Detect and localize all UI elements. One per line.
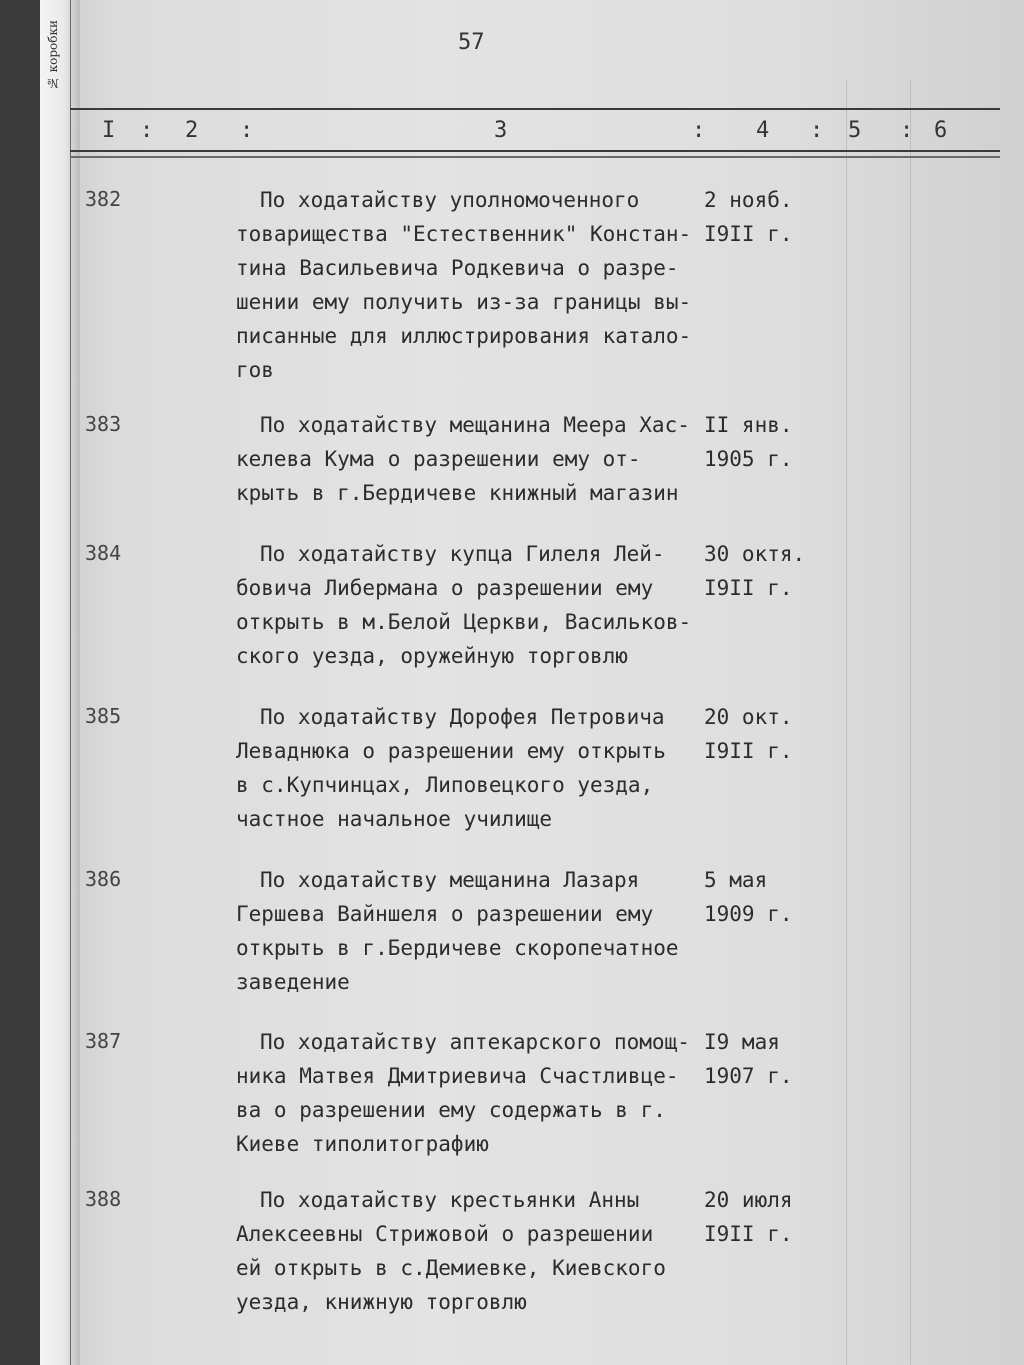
entry-number: 383 [85,412,122,436]
entry-text-line: шении ему получить из-за границы вы- [236,290,692,314]
entry-date-line: 1905 г. [704,447,793,471]
header-bottom-rule-double [70,156,1000,158]
column-header-cell: 2 [185,118,199,143]
entry-text-line: ва о разрешении ему содержать в г. [236,1098,666,1122]
column-header-cell: 4 [756,118,770,143]
entry-text-line: в с.Купчинцах, Липовецкого уезда, [236,773,654,797]
binding-border-line [70,0,71,1365]
entry-date-line: I9II г. [704,1222,793,1246]
entry-text-line: открыть в м.Белой Церкви, Васильков- [236,610,692,634]
entry-text-line: гов [236,358,274,382]
entry-date-line: 5 мая [704,868,768,892]
entry-date-line: I9II г. [704,576,793,600]
header-top-rule [70,108,1000,110]
entry-date-line: I9II г. [704,222,793,246]
archive-page [40,0,1024,1365]
entry-date-line: 1909 г. [704,902,793,926]
header-bottom-rule [70,150,1000,152]
column-header-cell: : [240,118,254,143]
entry-text-line: открыть в г.Бердичеве скоропечатное [236,936,679,960]
entry-date-line: I9 мая [704,1030,780,1054]
entry-date-line: 20 окт. [704,705,793,729]
entry-text-line: По ходатайству уполномоченного [260,188,640,212]
entry-text-line: Гершева Вайншеля о разрешении ему [236,902,654,926]
binding-strip [40,0,80,1365]
entry-text-line: тина Васильевича Родкевича о разре- [236,256,679,280]
entry-text-line: ского уезда, оружейную торговлю [236,644,628,668]
entry-text-line: По ходатайству крестьянки Анны [260,1188,640,1212]
column-header-cell: : [140,118,154,143]
page-number: 57 [458,30,485,55]
entry-number: 382 [85,187,122,211]
entry-text-line: келева Кума о разрешении ему от- [236,447,641,471]
entry-text-line: По ходатайству Дорофея Петровича [260,705,665,729]
entry-text-line: ника Матвея Дмитриевича Счастливце- [236,1064,679,1088]
entry-text-line: бовича Либермана о разрешении ему [236,576,654,600]
column-guide-line [846,80,847,1365]
entry-text-line: Киеве типолитографию [236,1132,489,1156]
entry-text-line: писанные для иллюстрирования катало- [236,324,692,348]
entry-number: 385 [85,704,122,728]
binding-label: № коробки [46,20,60,91]
column-header-cell: 6 [934,118,948,143]
entry-text-line: ей открыть в с.Демиевке, Киевского [236,1256,666,1280]
entry-date-line: I9II г. [704,739,793,763]
entry-text-line: Леваднюка о разрешении ему открыть [236,739,666,763]
entry-date-line: 20 июля [704,1188,793,1212]
entry-text-line: По ходатайству мещанина Лазаря [260,868,640,892]
entry-number: 387 [85,1029,122,1053]
entry-date-line: 30 октя. [704,542,806,566]
column-guide-line [910,80,911,1365]
entry-text-line: уезда, книжную торговлю [236,1290,527,1314]
entry-text-line: заведение [236,970,350,994]
entry-text-line: По ходатайству купца Гилеля Лей- [260,542,665,566]
entry-text-line: товарищества "Естественник" Констан- [236,222,692,246]
entry-number: 388 [85,1187,122,1211]
column-header-cell: 5 [848,118,862,143]
entry-text-line: По ходатайству мещанина Меера Хас- [260,413,690,437]
entry-text-line: крыть в г.Бердичеве книжный магазин [236,481,679,505]
entry-date-line: II янв. [704,413,793,437]
entry-date-line: 1907 г. [704,1064,793,1088]
entry-text-line: частное начальное училище [236,807,553,831]
entry-date-line: 2 нояб. [704,188,793,212]
entry-text-line: По ходатайству аптекарского помощ- [260,1030,690,1054]
entry-number: 384 [85,541,122,565]
column-header-cell: I [102,118,116,143]
entry-text-line: Алексеевны Стрижовой о разрешении [236,1222,654,1246]
column-header-cell: : [810,118,824,143]
entry-number: 386 [85,867,122,891]
column-header-cell: 3 [494,118,508,143]
column-header-cell: : [900,118,914,143]
column-header-cell: : [692,118,706,143]
